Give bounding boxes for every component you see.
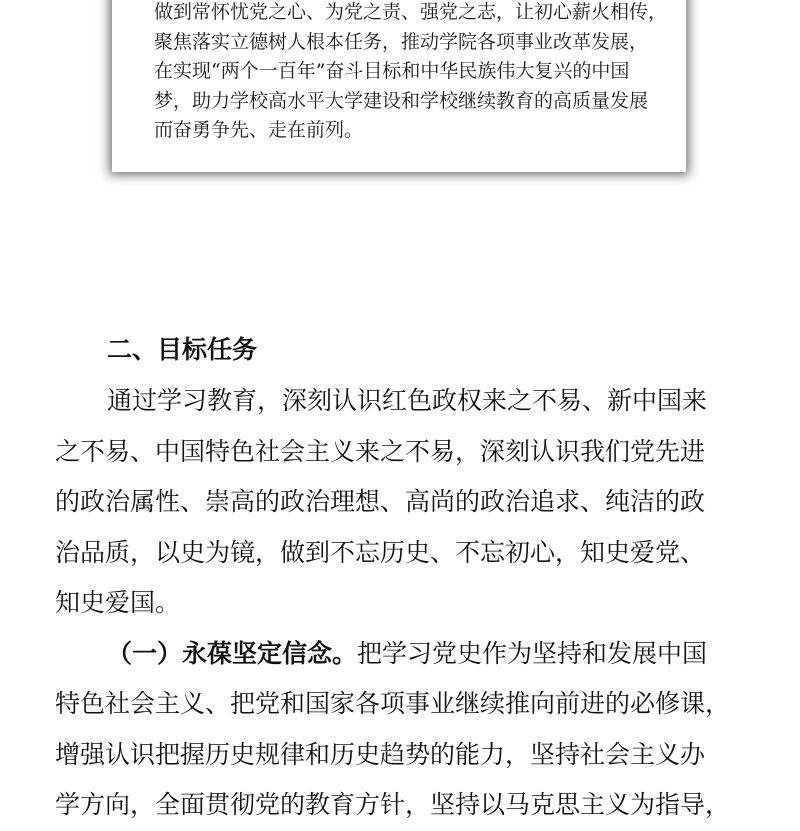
paragraph-goals (55, 376, 755, 629)
quote-box (112, 0, 686, 172)
paragraph-line: 学方向，全面贯彻党的教育方针，坚持以马克思主义为指导， (55, 790, 731, 819)
paragraph-line: 增强认识把握历史规律和历史趋势的能力，坚持社会主义办 (55, 739, 706, 769)
item-lead: （一）永葆坚定信念。 (107, 638, 358, 668)
paragraph-line: 通过学习教育，深刻认识红色政权来之不易、新中国来 (107, 386, 708, 415)
paragraph-line: 的政治属性、崇高的政治理想、高尚的政治追求、纯洁的政 (55, 487, 706, 516)
quote-line: 梦，助力学校高水平大学建设和学校继续教育的高质量发展 (154, 89, 649, 112)
paragraph-line: 知史爱国。 (55, 588, 181, 617)
paragraph-item-1 (55, 629, 755, 831)
quote-line: 而奋勇争先、走在前列。 (154, 119, 364, 141)
paragraph-line: 之不易、中国特色社会主义来之不易，深刻认识我们党先进 (55, 436, 706, 466)
document-body (55, 324, 755, 831)
quote-line: 做到常怀忧党之心、为党之责、强党之志，让初心薪火相传， (154, 1, 668, 23)
paragraph-line (55, 629, 755, 680)
paragraph-line: 治品质，以史为镜，做到不忘历史、不忘初心，知史爱党、 (55, 537, 706, 567)
section-heading: 二、目标任务 (107, 335, 258, 364)
quote-line: 在实现“两个一百年”奋斗目标和中华民族伟大复兴的中国 (154, 60, 630, 82)
item-text: 把学习党史作为坚持和发展中国 (357, 638, 708, 668)
quote-line: 聚焦落实立德树人根本任务，推动学院各项事业改革发展， (154, 30, 649, 53)
paragraph-line: 特色社会主义、把党和国家各项事业继续推向前进的必修课， (55, 689, 731, 718)
